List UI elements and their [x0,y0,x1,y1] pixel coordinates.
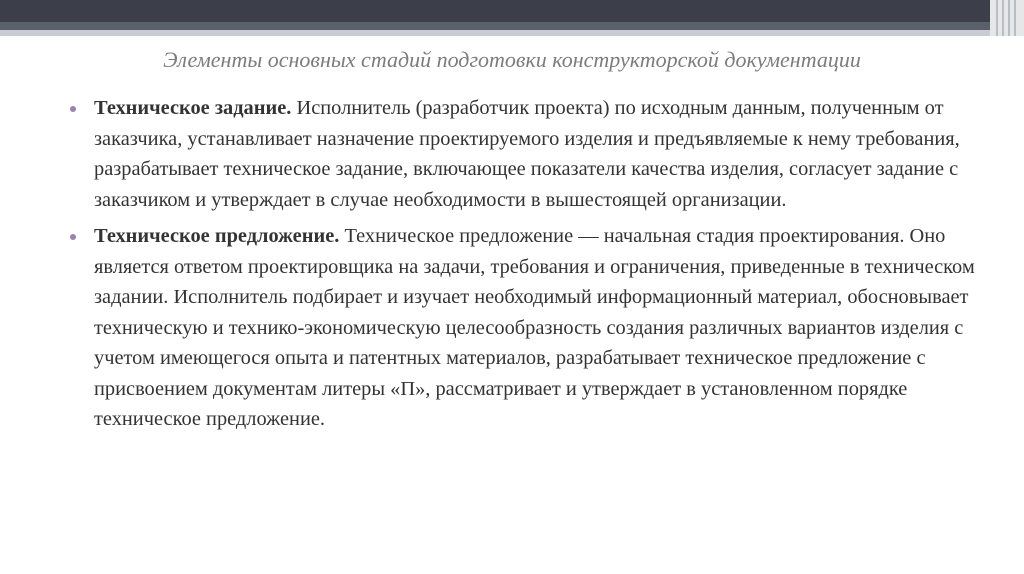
bullet-item-technical-assignment [68,93,998,215]
bullet-item-technical-proposal [68,221,998,435]
slide-content [68,93,998,441]
bullet-heading: Техническое задание. [94,97,292,119]
bullet-heading: Техническое предложение. [94,225,340,247]
top-decor-bar [0,0,1024,22]
slide-title: Элементы основных стадий подготовки конструкторской документации [163,47,861,72]
corner-decor [990,0,1024,36]
top-decor-line-light [0,30,1024,36]
top-decor-line [0,22,1024,30]
bullet-dot-icon [70,234,76,240]
bullet-text: Техническое предложение — начальная стадия проектирования. Оно является ответом проектировщика на задачи, требования и ограничения, приведенные в техническом задании. Исполнитель подбирает и изучает необходимый информационный материал, обосновывает техническую и технико-экономическую целесообразность создания различных вариантов изделия с учетом имеющегося опыта и патентных материалов, разрабатывает техническое предложение с присвоением документам литеры «П», рассматривает и утверждает в установленном порядке техническое предложение. [94,225,975,430]
bullet-text: Исполнитель (разработчик проекта) по исходным данным, полученным от заказчика, устанавливает назначение проектируемого изделия и предъявляемые к нему требования, разрабатывает техническое задание, включающее показатели качества изделия, согласует задание с заказчиком и утверждает в случае необходимости в вышестоящей организации. [94,97,960,211]
bullet-dot-icon [70,106,76,112]
